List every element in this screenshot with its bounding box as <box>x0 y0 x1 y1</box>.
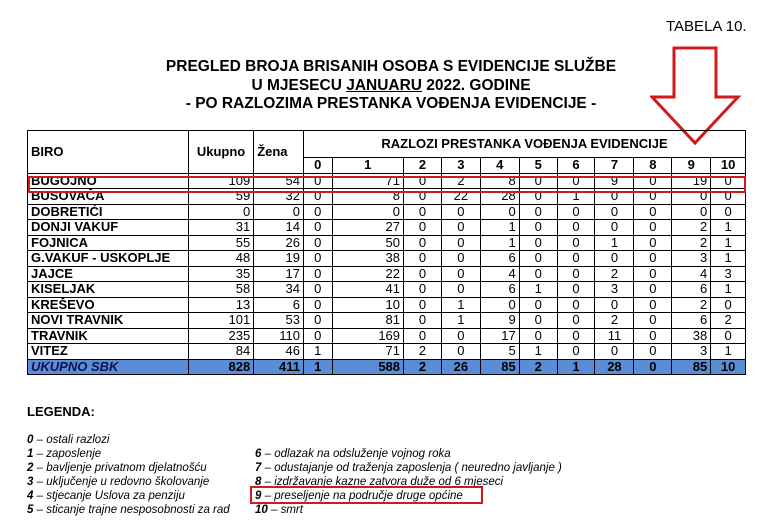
cell-reason-2: 0 <box>404 251 442 267</box>
cell-reason-8: 0 <box>634 313 672 329</box>
cell-reason-3: 0 <box>441 266 480 282</box>
cell-reason-6: 1 <box>557 189 595 205</box>
cell-biro: NOVI TRAVNIK <box>28 313 189 329</box>
cell-reason-7: 0 <box>595 251 634 267</box>
cell-reason-8: 0 <box>634 220 672 236</box>
legend-text: – sticanje trajne nesposobnosti za rad <box>33 504 230 516</box>
cell-ukupno: 84 <box>188 344 253 360</box>
legend-code: 6 <box>255 448 262 460</box>
cell-reason-4: 0 <box>480 204 519 220</box>
table-row <box>28 297 746 313</box>
cell-reason-8: 0 <box>634 282 672 298</box>
cell-reason-10: 2 <box>711 313 746 329</box>
header-code: 1 <box>332 158 404 174</box>
cell-reason-0: 1 <box>304 359 333 375</box>
cell-zena: 54 <box>254 173 304 189</box>
cell-reason-9: 0 <box>672 204 711 220</box>
cell-reason-3: 2 <box>441 173 480 189</box>
cell-ukupno: 31 <box>188 220 253 236</box>
legend-code: 2 <box>27 462 34 474</box>
cell-reason-9: 4 <box>672 266 711 282</box>
cell-reason-3: 1 <box>441 297 480 313</box>
cell-reason-5: 0 <box>519 189 557 205</box>
cell-ukupno: 35 <box>188 266 253 282</box>
cell-reason-3: 0 <box>441 235 480 251</box>
cell-ukupno: 59 <box>188 189 253 205</box>
title-line-2-post: 2022. GODINE <box>422 77 531 94</box>
cell-reason-4: 1 <box>480 220 519 236</box>
legend-text: – zaposlenje <box>33 448 102 460</box>
cell-zena: 17 <box>254 266 304 282</box>
cell-reason-0: 0 <box>304 173 333 189</box>
cell-reason-10: 1 <box>711 235 746 251</box>
legend-code: 10 <box>255 504 268 516</box>
cell-reason-6: 0 <box>557 220 595 236</box>
cell-reason-10: 1 <box>711 344 746 360</box>
table-row <box>28 282 746 298</box>
title-month: JANUARU <box>346 77 422 94</box>
title-line-3: - PO RAZLOZIMA PRESTANKA VOĐENJA EVIDENCIJE - <box>185 95 597 112</box>
cell-reason-0: 0 <box>304 328 333 344</box>
cell-reason-8: 0 <box>634 328 672 344</box>
header-code: 0 <box>304 158 333 174</box>
legend-text: – uključenje u redovno školovanje <box>33 476 210 488</box>
cell-reason-7: 2 <box>595 313 634 329</box>
cell-biro: UKUPNO SBK <box>28 359 189 375</box>
cell-reason-7: 1 <box>595 235 634 251</box>
cell-reason-2: 0 <box>404 220 442 236</box>
legend-text: – smrt <box>267 504 303 516</box>
cell-reason-5: 0 <box>519 251 557 267</box>
cell-reason-6: 0 <box>557 204 595 220</box>
cell-reason-5: 0 <box>519 173 557 189</box>
cell-reason-3: 0 <box>441 204 480 220</box>
legend-item <box>255 447 451 461</box>
cell-reason-3: 0 <box>441 251 480 267</box>
legend-item <box>27 475 209 489</box>
legend-code: 4 <box>27 490 34 502</box>
legend-code: 3 <box>27 476 34 488</box>
cell-ukupno: 235 <box>188 328 253 344</box>
cell-ukupno: 48 <box>188 251 253 267</box>
cell-reason-9: 3 <box>672 251 711 267</box>
cell-reason-4: 85 <box>480 359 519 375</box>
cell-reason-5: 0 <box>519 313 557 329</box>
cell-reason-9: 2 <box>672 297 711 313</box>
cell-reason-1: 10 <box>332 297 404 313</box>
cell-reason-8: 0 <box>634 297 672 313</box>
cell-reason-0: 0 <box>304 297 333 313</box>
table-tag: TABELA 10. <box>666 18 747 35</box>
legend-item <box>27 503 230 517</box>
highlight-legend-9 <box>250 486 483 504</box>
legend-title: LEGENDA: <box>27 404 95 419</box>
title-line-1: PREGLED BROJA BRISANIH OSOBA S EVIDENCIJE SLUŽBE <box>165 58 617 75</box>
table-row <box>28 266 746 282</box>
cell-reason-10: 0 <box>711 204 746 220</box>
header-code: 4 <box>480 158 519 174</box>
table-row <box>28 344 746 360</box>
cell-reason-6: 0 <box>557 235 595 251</box>
cell-zena: 53 <box>254 313 304 329</box>
cell-reason-4: 1 <box>480 235 519 251</box>
cell-biro: BUGOJNO <box>28 173 189 189</box>
cell-reason-2: 0 <box>404 235 442 251</box>
cell-reason-10: 10 <box>711 359 746 375</box>
cell-reason-7: 2 <box>595 266 634 282</box>
table-row <box>28 328 746 344</box>
cell-reason-7: 0 <box>595 344 634 360</box>
total-row <box>28 359 746 375</box>
cell-reason-2: 0 <box>404 297 442 313</box>
table-row <box>28 313 746 329</box>
cell-reason-8: 0 <box>634 204 672 220</box>
cell-reason-8: 0 <box>634 359 672 375</box>
cell-reason-3: 1 <box>441 313 480 329</box>
legend-item <box>255 461 562 475</box>
cell-reason-1: 8 <box>332 189 404 205</box>
cell-zena: 34 <box>254 282 304 298</box>
cell-reason-0: 0 <box>304 266 333 282</box>
legend-code: 9 <box>255 490 262 502</box>
cell-ukupno: 828 <box>188 359 253 375</box>
cell-reason-0: 0 <box>304 313 333 329</box>
header-code: 6 <box>557 158 595 174</box>
legend-text: – bavljenje privatnom djelatnošću <box>33 462 207 474</box>
cell-reason-9: 3 <box>672 344 711 360</box>
legend-code: 5 <box>27 504 34 516</box>
cell-reason-2: 0 <box>404 173 442 189</box>
title-line-2-pre: U MJESECU <box>251 77 347 94</box>
cell-reason-4: 5 <box>480 344 519 360</box>
cell-biro: KISELJAK <box>28 282 189 298</box>
cell-zena: 6 <box>254 297 304 313</box>
cell-reason-1: 169 <box>332 328 404 344</box>
table-row <box>28 235 746 251</box>
cell-reason-10: 0 <box>711 173 746 189</box>
cell-reason-2: 0 <box>404 266 442 282</box>
cell-reason-4: 6 <box>480 282 519 298</box>
cell-reason-8: 0 <box>634 344 672 360</box>
cell-reason-7: 3 <box>595 282 634 298</box>
cell-reason-5: 0 <box>519 235 557 251</box>
cell-reason-6: 0 <box>557 266 595 282</box>
cell-reason-1: 41 <box>332 282 404 298</box>
table-row <box>28 204 746 220</box>
cell-reason-10: 1 <box>711 282 746 298</box>
cell-reason-5: 0 <box>519 266 557 282</box>
legend-text: – preseljenje na područje druge općine <box>261 490 463 502</box>
cell-reason-0: 1 <box>304 344 333 360</box>
cell-zena: 26 <box>254 235 304 251</box>
cell-reason-5: 1 <box>519 344 557 360</box>
cell-reason-7: 0 <box>595 189 634 205</box>
cell-reason-9: 2 <box>672 220 711 236</box>
cell-biro: TRAVNIK <box>28 328 189 344</box>
cell-reason-9: 85 <box>672 359 711 375</box>
header-zena: Žena <box>254 131 304 174</box>
cell-reason-3: 0 <box>441 220 480 236</box>
cell-ukupno: 55 <box>188 235 253 251</box>
legend-text: – stjecanje Uslova za penziju <box>33 490 185 502</box>
cell-reason-9: 6 <box>672 282 711 298</box>
cell-reason-5: 0 <box>519 204 557 220</box>
highlight-bugojno <box>28 176 746 193</box>
cell-reason-1: 38 <box>332 251 404 267</box>
cell-reason-6: 0 <box>557 282 595 298</box>
cell-reason-7: 0 <box>595 220 634 236</box>
cell-reason-0: 0 <box>304 251 333 267</box>
cell-reason-1: 0 <box>332 204 404 220</box>
header-razlozi: RAZLOZI PRESTANKA VOĐENJA EVIDENCIJE <box>304 131 746 158</box>
legend-item <box>27 447 101 461</box>
header-code: 8 <box>634 158 672 174</box>
cell-reason-10: 0 <box>711 297 746 313</box>
cell-reason-4: 4 <box>480 266 519 282</box>
cell-reason-1: 588 <box>332 359 404 375</box>
cell-reason-1: 50 <box>332 235 404 251</box>
cell-reason-10: 1 <box>711 220 746 236</box>
cell-reason-1: 81 <box>332 313 404 329</box>
legend-text: – izdržavanje kazne zatvora duže od 6 mjeseci <box>261 476 504 488</box>
cell-reason-1: 27 <box>332 220 404 236</box>
cell-reason-1: 71 <box>332 173 404 189</box>
cell-ukupno: 109 <box>188 173 253 189</box>
cell-reason-5: 2 <box>519 359 557 375</box>
legend-item <box>27 489 185 503</box>
table-row <box>28 251 746 267</box>
legend-code: 7 <box>255 462 262 474</box>
cell-ukupno: 101 <box>188 313 253 329</box>
cell-reason-3: 26 <box>441 359 480 375</box>
cell-zena: 32 <box>254 189 304 205</box>
table-row <box>28 220 746 236</box>
cell-reason-4: 0 <box>480 297 519 313</box>
cell-reason-9: 0 <box>672 189 711 205</box>
cell-reason-9: 2 <box>672 235 711 251</box>
cell-biro: KREŠEVO <box>28 297 189 313</box>
cell-zena: 411 <box>254 359 304 375</box>
cell-reason-10: 0 <box>711 189 746 205</box>
cell-reason-6: 0 <box>557 297 595 313</box>
cell-reason-10: 0 <box>711 328 746 344</box>
cell-reason-10: 3 <box>711 266 746 282</box>
cell-reason-0: 0 <box>304 220 333 236</box>
cell-reason-6: 0 <box>557 328 595 344</box>
cell-reason-8: 0 <box>634 251 672 267</box>
legend-code: 1 <box>27 448 34 460</box>
legend-item <box>27 433 109 447</box>
legend-text: – ostali razlozi <box>33 434 110 446</box>
cell-zena: 46 <box>254 344 304 360</box>
cell-reason-5: 0 <box>519 220 557 236</box>
cell-zena: 110 <box>254 328 304 344</box>
legend-code: 0 <box>27 434 34 446</box>
cell-reason-6: 0 <box>557 173 595 189</box>
cell-reason-2: 0 <box>404 328 442 344</box>
cell-reason-3: 0 <box>441 328 480 344</box>
cell-reason-8: 0 <box>634 235 672 251</box>
cell-reason-0: 0 <box>304 282 333 298</box>
cell-zena: 14 <box>254 220 304 236</box>
header-code: 3 <box>441 158 480 174</box>
cell-reason-4: 9 <box>480 313 519 329</box>
cell-reason-3: 0 <box>441 282 480 298</box>
cell-reason-8: 0 <box>634 266 672 282</box>
cell-reason-2: 2 <box>404 344 442 360</box>
cell-reason-9: 19 <box>672 173 711 189</box>
cell-reason-6: 0 <box>557 251 595 267</box>
cell-reason-10: 1 <box>711 251 746 267</box>
cell-reason-2: 0 <box>404 204 442 220</box>
cell-reason-7: 28 <box>595 359 634 375</box>
cell-reason-0: 0 <box>304 235 333 251</box>
cell-reason-2: 0 <box>404 313 442 329</box>
legend-code: 8 <box>255 476 262 488</box>
legend-text: – odustajanje od traženja zaposlenja ( neuredno javljanje ) <box>261 462 562 474</box>
cell-ukupno: 0 <box>188 204 253 220</box>
cell-ukupno: 13 <box>188 297 253 313</box>
cell-reason-2: 2 <box>404 359 442 375</box>
cell-reason-4: 28 <box>480 189 519 205</box>
header-code: 9 <box>672 158 711 174</box>
cell-reason-2: 0 <box>404 282 442 298</box>
header-code: 10 <box>711 158 746 174</box>
cell-reason-7: 11 <box>595 328 634 344</box>
cell-biro: DOBRETIĆI <box>28 204 189 220</box>
cell-reason-5: 0 <box>519 297 557 313</box>
cell-zena: 0 <box>254 204 304 220</box>
cell-reason-4: 6 <box>480 251 519 267</box>
cell-reason-7: 0 <box>595 204 634 220</box>
cell-reason-9: 38 <box>672 328 711 344</box>
cell-reason-6: 0 <box>557 313 595 329</box>
legend-item <box>255 503 303 517</box>
cell-reason-3: 22 <box>441 189 480 205</box>
header-biro: BIRO <box>28 131 189 174</box>
cell-reason-6: 1 <box>557 359 595 375</box>
cell-reason-3: 0 <box>441 344 480 360</box>
header-ukupno: Ukupno <box>188 131 253 174</box>
cell-zena: 19 <box>254 251 304 267</box>
cell-reason-8: 0 <box>634 189 672 205</box>
cell-reason-1: 71 <box>332 344 404 360</box>
title-line-2 <box>100 76 682 96</box>
cell-biro: VITEZ <box>28 344 189 360</box>
cell-reason-7: 9 <box>595 173 634 189</box>
legend-text: – odlazak na odsluženje vojnog roka <box>261 448 451 460</box>
cell-reason-4: 17 <box>480 328 519 344</box>
cell-reason-4: 8 <box>480 173 519 189</box>
cell-reason-5: 1 <box>519 282 557 298</box>
cell-ukupno: 58 <box>188 282 253 298</box>
cell-biro: DONJI VAKUF <box>28 220 189 236</box>
cell-reason-2: 0 <box>404 189 442 205</box>
cell-reason-5: 0 <box>519 328 557 344</box>
cell-biro: FOJNICA <box>28 235 189 251</box>
cell-reason-0: 0 <box>304 204 333 220</box>
legend-item <box>27 461 207 475</box>
cell-reason-6: 0 <box>557 344 595 360</box>
cell-biro: BUSOVAČA <box>28 189 189 205</box>
header-code: 7 <box>595 158 634 174</box>
cell-biro: JAJCE <box>28 266 189 282</box>
header-code: 5 <box>519 158 557 174</box>
data-table <box>27 130 746 375</box>
cell-reason-7: 0 <box>595 297 634 313</box>
cell-reason-8: 0 <box>634 173 672 189</box>
cell-reason-9: 6 <box>672 313 711 329</box>
cell-biro: G.VAKUF - USKOPLJE <box>28 251 189 267</box>
cell-reason-0: 0 <box>304 189 333 205</box>
header-code: 2 <box>404 158 442 174</box>
cell-reason-1: 22 <box>332 266 404 282</box>
